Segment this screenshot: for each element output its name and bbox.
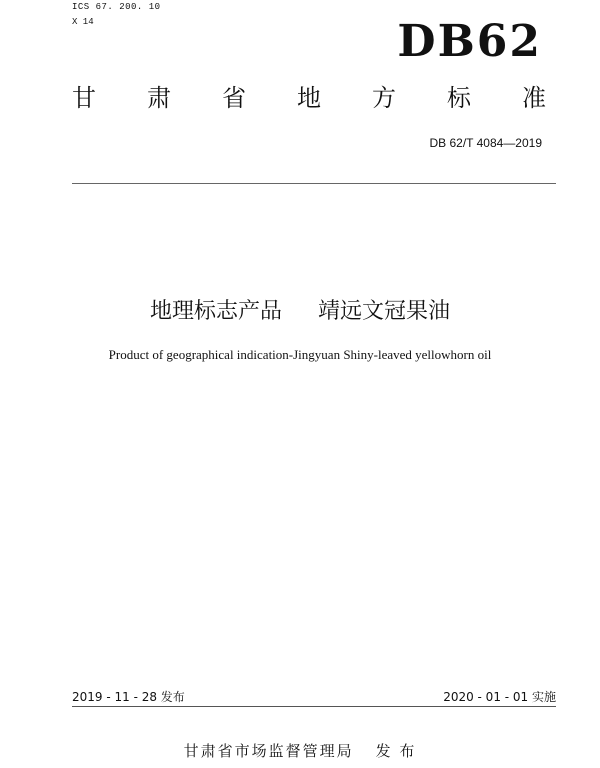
issuer-action: 发 布: [375, 742, 417, 760]
standard-type-char: 方: [372, 84, 396, 112]
implement-date: 2020 - 01 - 01 实施: [443, 690, 556, 704]
standard-type-char: 甘: [72, 84, 96, 112]
publish-date: 2019 - 11 - 28 发布: [72, 690, 185, 704]
standard-type-char: 标: [447, 84, 471, 112]
standard-type-char: 省: [222, 84, 246, 112]
standard-number: DB 62/T 4084—2019: [429, 136, 542, 150]
title-en: Product of geographical indication-Jingyuan Shiny-leaved yellowhorn oil: [108, 347, 492, 362]
title-cn: [0, 294, 600, 325]
standard-type-char: 准: [522, 84, 546, 112]
footer-divider: [72, 706, 556, 707]
ics-code: ICS 67. 200. 10: [72, 2, 161, 12]
db-code: DB62: [397, 16, 542, 67]
title-cn-part1: 地理标志产品: [149, 299, 282, 324]
standard-type-char: 地: [297, 84, 321, 112]
title-cn-part2: 靖远文冠果油: [318, 299, 451, 324]
issuer-line: [0, 740, 600, 761]
ccs-code: X 14: [72, 17, 94, 27]
standard-type: [72, 86, 546, 110]
issuer-name: 甘肃省市场监督管理局: [183, 742, 354, 760]
standard-type-char: 肃: [147, 84, 171, 112]
header-divider: [72, 183, 556, 184]
